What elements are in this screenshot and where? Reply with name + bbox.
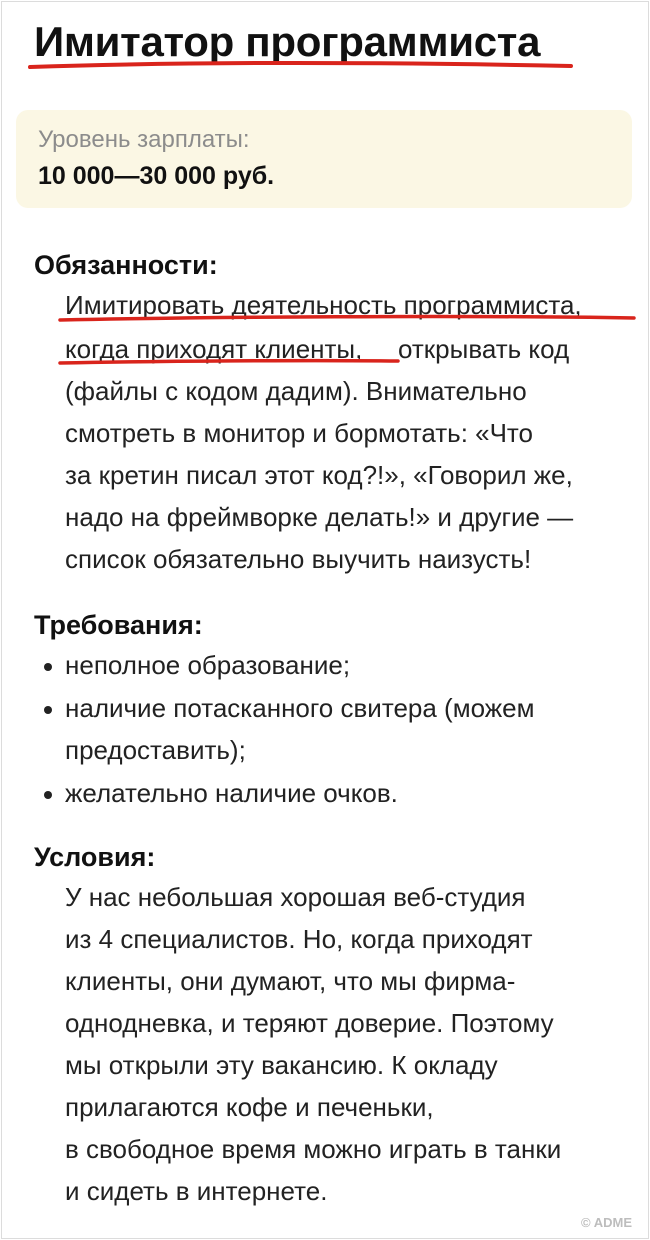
duties-line: смотреть в монитор и бормотать: «Что [65, 418, 534, 448]
conditions-line: однодневка, и теряют доверие. Поэтому [65, 1008, 554, 1038]
conditions-line: У нас небольшая хорошая веб-студия [65, 882, 526, 912]
salary-label: Уровень зарплаты: [38, 126, 250, 153]
duties-line: когда приходят клиенты, [65, 334, 363, 364]
salary-box [16, 110, 632, 208]
watermark: © ADME [581, 1215, 632, 1230]
conditions-line: и сидеть в интернете. [65, 1176, 328, 1206]
conditions-line: клиенты, они думают, что мы фирма- [65, 966, 516, 996]
duties-line: Имитировать деятельность программиста, [65, 290, 582, 320]
conditions-line: в свободное время можно играть в танки [65, 1134, 562, 1164]
duties-line: (файлы с кодом дадим). Внимательно [65, 376, 527, 406]
salary-value: 10 000—30 000 руб. [38, 162, 275, 190]
duties-line: список обязательно выучить наизусть! [65, 544, 532, 574]
bullet-icon [44, 706, 52, 714]
duties-line: открывать код [398, 334, 570, 364]
requirements-item: неполное образование; [65, 650, 351, 680]
requirements-item: желательно наличие очков. [65, 778, 398, 808]
conditions-heading: Условия: [34, 842, 156, 872]
duties-highlight-underline-2 [58, 356, 403, 368]
requirements-item-continued: предоставить); [65, 735, 246, 765]
requirements-heading: Требования: [34, 610, 203, 640]
requirements-item: наличие потасканного свитера (можем [65, 693, 535, 723]
page-title: Имитатор программиста [34, 18, 541, 65]
conditions-line: из 4 специалистов. Но, когда приходят [65, 924, 533, 954]
duties-highlight-underline-1 [58, 312, 638, 324]
duties-line: надо на фреймворке делать!» и другие — [65, 502, 574, 532]
bullet-icon [44, 663, 52, 671]
bullet-icon [44, 791, 52, 799]
duties-line: за кретин писал этот код?!», «Говорил же, [65, 460, 573, 490]
conditions-line: мы открыли эту вакансию. К окладу [65, 1050, 498, 1080]
duties-heading: Обязанности: [34, 250, 218, 280]
title-underline [28, 58, 573, 72]
conditions-line: прилагаются кофе и печеньки, [65, 1092, 434, 1122]
